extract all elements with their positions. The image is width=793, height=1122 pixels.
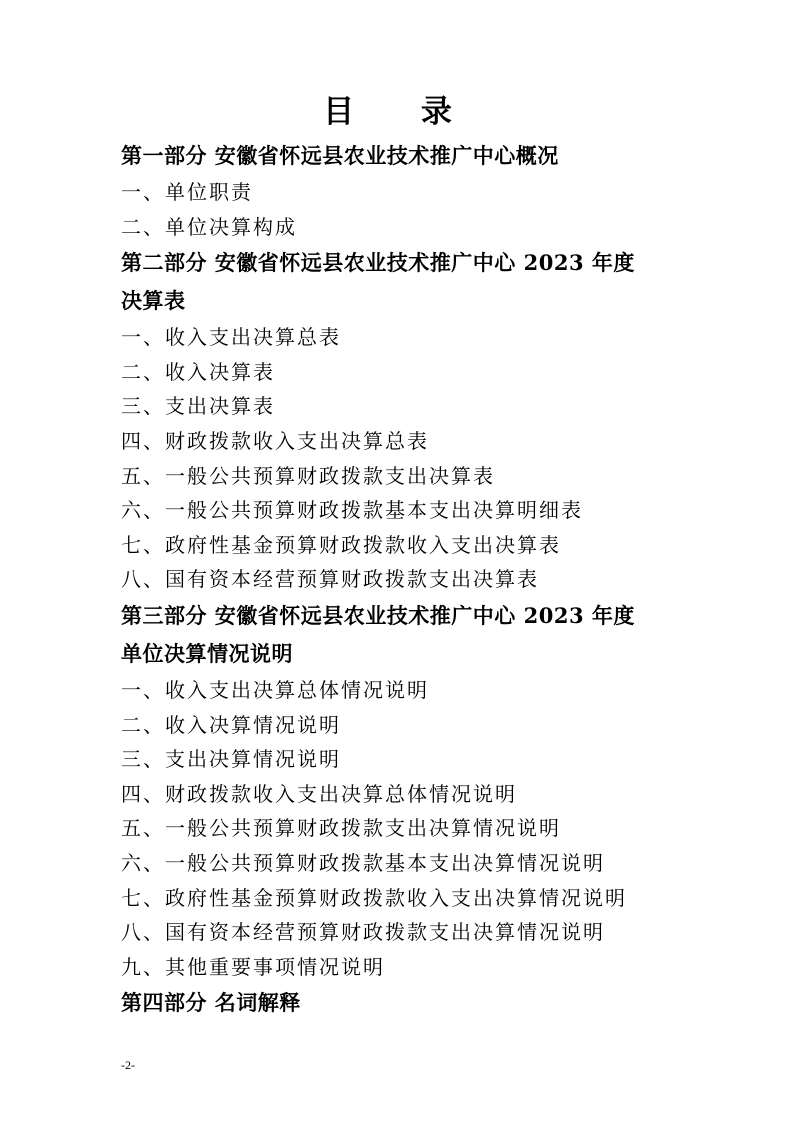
toc-part-2-item-4: 四、财政拨款收入支出决算总表 [121,428,429,453]
toc-part-2-item-3: 三、支出决算表 [121,394,275,419]
toc-part-2-item-1: 一、收入支出决算总表 [121,325,341,350]
toc-part-1-item-2: 二、单位决算构成 [121,214,297,239]
toc-part-2-item-8: 八、国有资本经营预算财政拨款支出决算表 [121,567,539,592]
page-number: -2- [121,1058,135,1072]
toc-part-2-item-7: 七、政府性基金预算财政拨款收入支出决算表 [121,532,561,557]
toc-part-3-item-2: 二、收入决算情况说明 [121,712,341,737]
toc-part-2-item-2: 二、收入决算表 [121,359,275,384]
toc-part-3-heading-cont: 单位决算情况说明 [121,640,293,666]
toc-part-3-item-4: 四、财政拨款收入支出决算总体情况说明 [121,781,517,806]
toc-part-2-heading-cont: 决算表 [121,288,186,314]
table-of-contents [121,137,701,1022]
toc-part-3-item-7: 七、政府性基金预算财政拨款收入支出决算情况说明 [121,885,627,910]
toc-part-3-item-9: 九、其他重要事项情况说明 [121,954,385,979]
toc-part-2-heading: 第二部分 安徽省怀远县农业技术推广中心 2023 年度 [121,250,635,276]
toc-part-1-heading: 第一部分 安徽省怀远县农业技术推广中心概况 [121,143,559,168]
page-title: 目 录 [323,94,480,130]
toc-part-3-item-1: 一、收入支出决算总体情况说明 [121,677,429,702]
toc-part-3-heading: 第三部分 安徽省怀远县农业技术推广中心 2023 年度 [121,602,635,628]
toc-part-3-item-6: 六、一般公共预算财政拨款基本支出决算情况说明 [121,850,605,875]
toc-part-1-item-1: 一、单位职责 [121,180,253,204]
toc-part-3-item-8: 八、国有资本经营预算财政拨款支出决算情况说明 [121,920,605,945]
toc-part-3-item-3: 三、支出决算情况说明 [121,747,341,772]
toc-part-4-heading: 第四部分 名词解释 [121,990,301,1016]
toc-part-3-item-5: 五、一般公共预算财政拨款支出决算情况说明 [121,816,561,841]
toc-part-2-item-6: 六、一般公共预算财政拨款基本支出决算明细表 [121,498,583,523]
toc-part-2-item-5: 五、一般公共预算财政拨款支出决算表 [121,463,495,488]
